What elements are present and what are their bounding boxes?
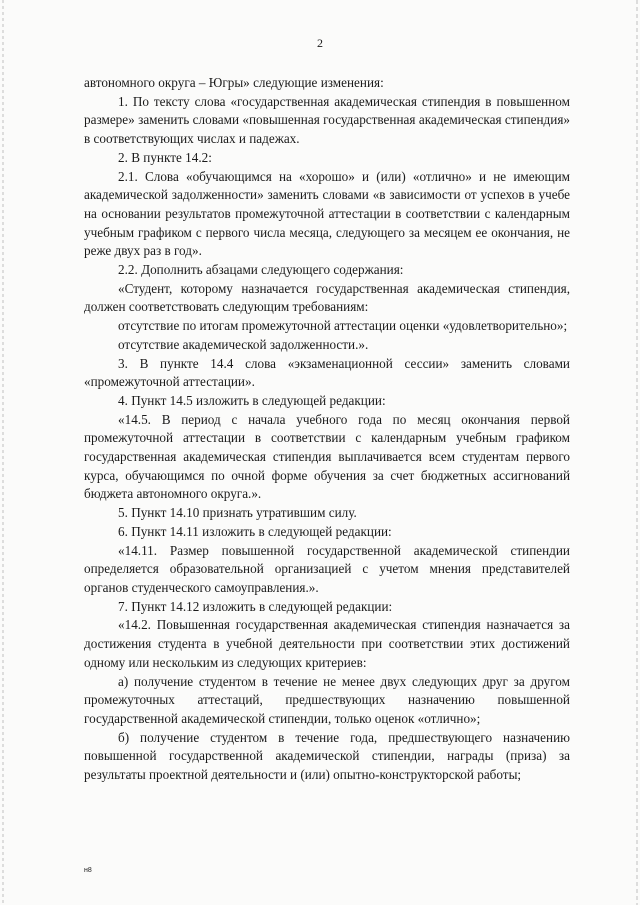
paragraph: «14.5. В период с начала учебного года по месяц окончания первой промежуточной аттестации в соответствии с календарным учебным графиком государственная академическая стипендия выплачивается всем студентам первого курса, обучающимся по очной форме обучения за счет бюджетных ассигнований бюджета автономного округа.». [84, 411, 570, 502]
footer-mark: н8 [84, 867, 92, 874]
document-body [84, 74, 570, 785]
paragraph: 6. Пункт 14.11 изложить в следующей редакции: [118, 523, 392, 539]
paragraph: 2.2. Дополнить абзацами следующего содержания: [118, 262, 404, 278]
paragraph: 1. По тексту слова «государственная академическая стипендия в повышенном размере» заменить словами «повышенная государственная академическая стипендия» в соответствующих числах и падежах. [84, 93, 570, 147]
paragraph: 5. Пункт 14.10 признать утратившим силу. [118, 505, 357, 521]
paragraph: 3. В пункте 14.4 слова «экзаменационной сессии» заменить словами «промежуточной аттестации». [84, 355, 570, 390]
paragraph: а) получение студентом в течение не менее двух следующих друг за другом промежуточных аттестаций, предшествующих назначению повышенной государственной академической стипендии, только оценок «отлично»; [84, 673, 570, 726]
paragraph: б) получение студентом в течение года, предшествующего назначению повышенной государственной академической стипендии, награды (приза) за результаты проектной деятельности и (или) опытно-конструкторской работы; [84, 729, 570, 783]
paragraph: «14.11. Размер повышенной государственной академической стипендии определяется образовательной организацией с учетом мнения представителей органов студенческого самоуправления.». [84, 542, 570, 595]
page-number: 2 [317, 36, 323, 50]
scan-edge-right [636, 0, 638, 905]
paragraph: 4. Пункт 14.5 изложить в следующей редакции: [118, 392, 386, 408]
paragraph: отсутствие академической задолженности.». [118, 336, 369, 352]
paragraph: «14.2. Повышенная государственная академическая стипендия назначается за достижения студента в учебной деятельности при соответствии этих достижений одному или нескольким из следующих критериев: [84, 617, 570, 670]
paragraph: автономного округа – Югры» следующие изменения: [84, 75, 384, 90]
paragraph: 2. В пункте 14.2: [118, 149, 212, 165]
paragraph: 2.1. Слова «обучающимся на «хорошо» и (или) «отлично» и не имеющим академической задолженности» заменить словами «в зависимости от успехов в учебе на основании результатов промежуточной аттестации в соответствии с календарным учебным графиком с первого числа месяца, следующего за месяцем ее окончания, не реже двух раз в год». [84, 168, 570, 259]
paragraph: «Студент, которому назначается государственная академическая стипендия, должен соответствовать следующим требованиям: [84, 280, 570, 315]
scan-edge-left [2, 0, 4, 905]
paragraph: отсутствие по итогам промежуточной аттестации оценки «удовлетворительно»; [118, 318, 568, 334]
paragraph: 7. Пункт 14.12 изложить в следующей редакции: [118, 598, 393, 614]
